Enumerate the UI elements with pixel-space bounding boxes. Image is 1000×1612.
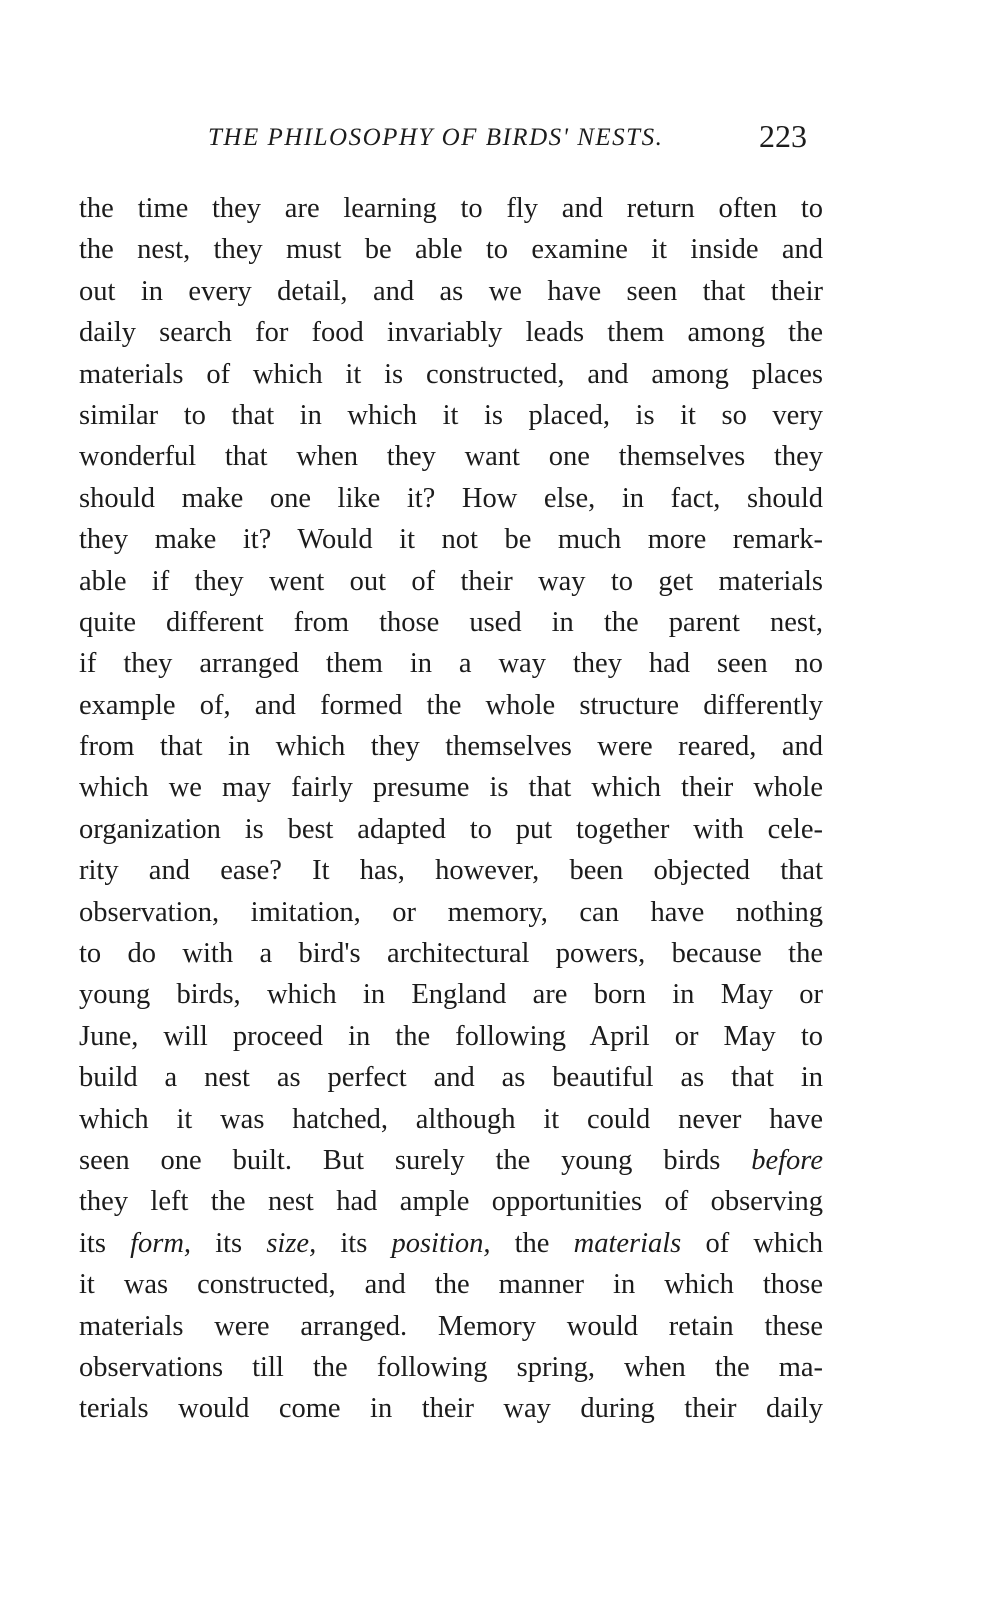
italic-word: before (751, 1144, 823, 1176)
text-line: build a nest as perfect and as beautiful as that in (79, 1062, 823, 1094)
text-line: if they arranged them in a way they had seen no (79, 648, 823, 680)
italic-word: size, (266, 1227, 317, 1259)
text-line: observation, imitation, or memory, can have nothing (79, 896, 823, 928)
text-line: the nest, they must be able to examine it inside and (79, 234, 823, 266)
italic-word: form, (130, 1227, 192, 1259)
text-line: organization is best adapted to put together with cele- (79, 813, 823, 845)
text-line: materials of which it is constructed, and among places (79, 358, 823, 390)
text-run: its (316, 1227, 392, 1259)
text-run: its (79, 1227, 131, 1259)
text-line: the time they are learning to fly and return often to (79, 193, 823, 224)
text-line: June, will proceed in the following April or May to (79, 1020, 823, 1052)
text-line: young birds, which in England are born in May or (79, 979, 823, 1011)
text-line: similar to that in which it is placed, is it so very (79, 399, 823, 431)
text-line: to do with a bird's architectural powers, because the (79, 938, 823, 970)
text-line: out in every detail, and as we have seen that their (79, 275, 823, 307)
text-run: of which (681, 1227, 823, 1259)
text-line: materials were arranged. Memory would retain these (79, 1310, 823, 1342)
body-paragraph (79, 188, 823, 1430)
text-line: example of, and formed the whole structure differently (79, 689, 823, 721)
text-line: it was constructed, and the manner in which those (79, 1269, 823, 1301)
text-run: seen one built. But surely the young birds (79, 1144, 752, 1176)
text-line: quite different from those used in the parent nest, (79, 606, 823, 638)
text-run: its (191, 1227, 267, 1259)
text-run: the (490, 1227, 574, 1259)
text-line: rity and ease? It has, however, been objected that (79, 855, 823, 887)
text-line: observations till the following spring, when the ma- (79, 1351, 823, 1383)
text-line: should make one like it? How else, in fact, should (79, 482, 823, 514)
page-number: 223 (759, 118, 807, 154)
text-line: wonderful that when they want one themselves they (79, 441, 823, 473)
text-line-with-italic (79, 1223, 823, 1264)
text-line: which it was hatched, although it could never have (79, 1103, 823, 1135)
italic-word: materials (573, 1227, 682, 1259)
text-line: from that in which they themselves were reared, and (79, 731, 823, 763)
text-line: they left the nest had ample opportunities of observing (79, 1186, 823, 1218)
italic-word: position, (391, 1227, 491, 1259)
running-head: THE PHILOSOPHY OF BIRDS' NESTS. (208, 124, 664, 151)
text-line: they make it? Would it not be much more remark- (79, 524, 823, 556)
text-line: able if they went out of their way to get materials (79, 565, 823, 597)
text-line: terials would come in their way during their daily (79, 1393, 823, 1425)
text-line: which we may fairly presume is that which their whole (79, 772, 823, 804)
text-line: daily search for food invariably leads them among the (79, 317, 823, 349)
text-line-with-italic (79, 1140, 823, 1181)
